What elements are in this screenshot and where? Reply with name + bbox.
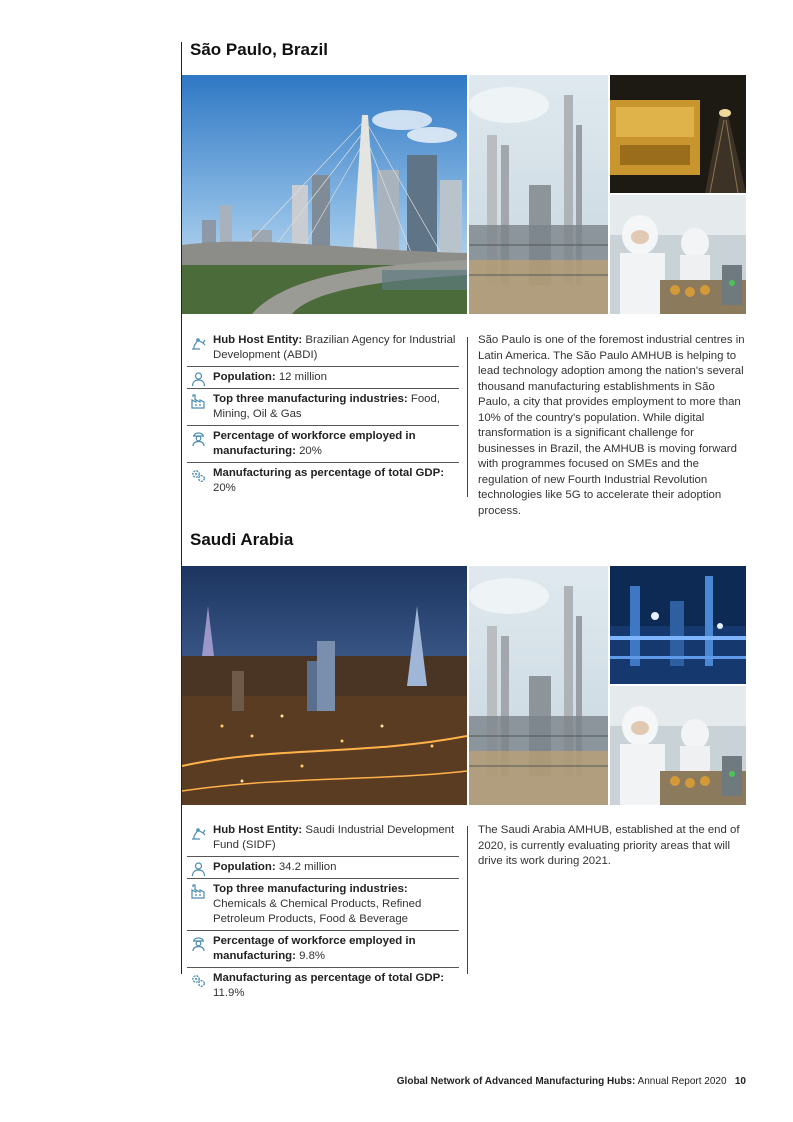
footer-report-subtitle: Annual Report 2020: [637, 1076, 727, 1087]
stat-population: [187, 370, 459, 389]
stats-list-saudi-arabia: [187, 823, 459, 1007]
stat-hub-host-entity: [187, 823, 459, 857]
stat-label: Hub Host Entity:: [213, 334, 303, 346]
stat-top-industries: [187, 392, 459, 426]
stat-label: Percentage of workforce employed in manufacturing:: [213, 430, 416, 457]
stat-label: Top three manufacturing industries:: [213, 393, 408, 405]
person-icon: [190, 861, 207, 878]
stat-value: Saudi Industrial Development Fund (SIDF): [213, 824, 455, 851]
stats-list-sao-paulo: [187, 333, 459, 502]
stat-value: 11.9%: [213, 987, 245, 999]
stat-label: Population:: [213, 861, 276, 873]
worker-icon: [190, 935, 207, 952]
photo-industrial-plant-night: [610, 566, 746, 684]
robot-arm-icon: [190, 824, 207, 841]
section-description-saudi-arabia: The Saudi Arabia AMHUB, established at the end of 2020, is currently evaluating priority areas that will drive its work during 2021.: [478, 824, 740, 867]
footer-report-title: Global Network of Advanced Manufacturing Hubs:: [396, 1076, 636, 1087]
photo-night-city-skyline: [182, 566, 467, 805]
column-separator: [467, 826, 468, 974]
stat-value: 34.2 million: [278, 861, 337, 873]
robot-arm-icon: [190, 334, 207, 351]
stat-value: 20%: [213, 482, 236, 494]
gears-icon: [190, 467, 207, 484]
stat-value: 12 million: [278, 371, 327, 383]
factory-icon: [190, 393, 207, 410]
stat-top-industries: [187, 882, 459, 931]
worker-icon: [190, 430, 207, 447]
photo-refinery-towers: [469, 75, 608, 314]
stat-value: 9.8%: [299, 950, 326, 962]
section-title-saudi-arabia: Saudi Arabia: [190, 530, 294, 549]
gears-icon: [190, 972, 207, 989]
stat-label: Top three manufacturing industries:: [213, 883, 408, 895]
stat-label: Manufacturing as percentage of total GDP:: [213, 972, 445, 984]
page-footer: [397, 1076, 746, 1087]
stat-label: Manufacturing as percentage of total GDP:: [213, 467, 445, 479]
stat-workforce: [187, 934, 459, 968]
page-number: 10: [734, 1076, 746, 1087]
stat-value: 20%: [299, 445, 322, 457]
stat-gdp: [187, 466, 459, 499]
column-separator: [467, 337, 468, 497]
stat-gdp: [187, 971, 459, 1004]
photo-mining-tunnel: [610, 75, 746, 193]
stat-value: Brazilian Agency for Industrial Development (ABDI): [213, 334, 456, 361]
photo-city-bridge-skyline: [182, 75, 467, 314]
factory-icon: [190, 883, 207, 900]
stat-population: [187, 860, 459, 879]
stat-hub-host-entity: [187, 333, 459, 367]
stat-label: Hub Host Entity:: [213, 824, 303, 836]
photo-refinery-towers: [469, 566, 608, 805]
stat-value: Chemicals & Chemical Products, Refined Petroleum Products, Food & Beverage: [213, 898, 422, 925]
stat-value: Food, Mining, Oil & Gas: [213, 393, 441, 420]
photo-food-lab-workers: [610, 195, 746, 314]
person-icon: [190, 371, 207, 388]
stat-label: Percentage of workforce employed in manufacturing:: [213, 935, 416, 962]
photo-food-lab-workers: [610, 686, 746, 805]
stat-label: Population:: [213, 371, 276, 383]
section-description-sao-paulo: São Paulo is one of the foremost industrial centres in Latin America. The São Paulo AMHUB is helping to lead technology adoption among the nation's several thousand manufacturing establishments in São Paulo, a city that provides employment to more than 10% of the country's population. While digital transformation is a significant challenge for businesses in Brazil, the AMHUB is moving forward with programmes focused on SMEs and the regulation of new Fourth Industrial Revolution technologies like 5G to accelerate their adoption process.: [478, 334, 745, 517]
section-title-sao-paulo: São Paulo, Brazil: [190, 40, 328, 59]
stat-workforce: [187, 429, 459, 463]
